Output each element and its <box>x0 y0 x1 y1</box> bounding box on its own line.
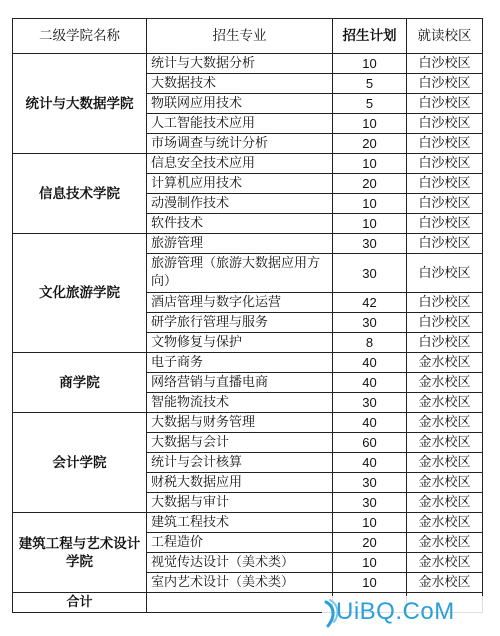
plan-count: 5 <box>333 94 407 114</box>
campus-name: 白沙校区 <box>407 134 483 154</box>
major-name: 大数据与会计 <box>147 433 333 453</box>
admissions-plan-table <box>12 18 483 613</box>
plan-count: 30 <box>333 493 407 513</box>
total-major-cell <box>147 593 333 613</box>
major-name: 电子商务 <box>147 353 333 373</box>
major-name: 视觉传达设计（美术类） <box>147 553 333 573</box>
plan-count: 10 <box>333 553 407 573</box>
plan-count: 20 <box>333 174 407 194</box>
plan-count: 10 <box>333 194 407 214</box>
plan-count: 30 <box>333 234 407 254</box>
major-name: 大数据与审计 <box>147 493 333 513</box>
college-name: 文化旅游学院 <box>13 234 147 353</box>
campus-name: 白沙校区 <box>407 174 483 194</box>
campus-name: 金水校区 <box>407 533 483 553</box>
campus-name: 白沙校区 <box>407 54 483 74</box>
campus-name: 白沙校区 <box>407 194 483 214</box>
major-name: 建筑工程技术 <box>147 513 333 533</box>
campus-name: 金水校区 <box>407 373 483 393</box>
major-name: 统计与大数据分析 <box>147 54 333 74</box>
campus-name: 金水校区 <box>407 513 483 533</box>
header-campus: 就读校区 <box>407 19 483 54</box>
table-row <box>13 154 483 174</box>
header-plan: 招生计划 <box>333 19 407 54</box>
campus-name: 白沙校区 <box>407 313 483 333</box>
plan-count: 10 <box>333 573 407 593</box>
major-name: 财税大数据应用 <box>147 473 333 493</box>
campus-name: 白沙校区 <box>407 234 483 254</box>
campus-name: 金水校区 <box>407 493 483 513</box>
major-name: 文物修复与保护 <box>147 333 333 353</box>
major-name: 计算机应用技术 <box>147 174 333 194</box>
plan-count: 8 <box>333 333 407 353</box>
campus-name: 白沙校区 <box>407 293 483 313</box>
header-major: 招生专业 <box>147 19 333 54</box>
campus-name: 白沙校区 <box>407 214 483 234</box>
plan-count: 42 <box>333 293 407 313</box>
plan-count: 10 <box>333 214 407 234</box>
table-body <box>13 54 483 593</box>
table-row <box>13 353 483 373</box>
watermark-text: UiBQ.CoM <box>336 598 455 625</box>
campus-name: 金水校区 <box>407 413 483 433</box>
table-row <box>13 413 483 433</box>
major-name: 物联网应用技术 <box>147 94 333 114</box>
header-college: 二级学院名称 <box>13 19 147 54</box>
college-name: 商学院 <box>13 353 147 413</box>
plan-count: 30 <box>333 313 407 333</box>
major-name: 大数据与财务管理 <box>147 413 333 433</box>
campus-name: 白沙校区 <box>407 254 483 293</box>
campus-name: 金水校区 <box>407 573 483 593</box>
plan-count: 30 <box>333 254 407 293</box>
campus-name: 金水校区 <box>407 473 483 493</box>
major-name: 研学旅行管理与服务 <box>147 313 333 333</box>
campus-name: 金水校区 <box>407 433 483 453</box>
major-name: 旅游管理（旅游大数据应用方向） <box>147 254 333 293</box>
campus-name: 金水校区 <box>407 353 483 373</box>
college-name: 建筑工程与艺术设计学院 <box>13 513 147 593</box>
major-name: 智能物流技术 <box>147 393 333 413</box>
campus-name: 白沙校区 <box>407 333 483 353</box>
plan-count: 30 <box>333 473 407 493</box>
plan-count: 40 <box>333 373 407 393</box>
plan-count: 10 <box>333 54 407 74</box>
major-name: 动漫制作技术 <box>147 194 333 214</box>
admissions-table-container <box>12 18 483 613</box>
major-name: 统计与会计核算 <box>147 453 333 473</box>
campus-name: 白沙校区 <box>407 154 483 174</box>
plan-count: 40 <box>333 453 407 473</box>
major-name: 工程造价 <box>147 533 333 553</box>
table-row <box>13 234 483 254</box>
major-name: 信息安全技术应用 <box>147 154 333 174</box>
major-name: 室内艺术设计（美术类） <box>147 573 333 593</box>
campus-name: 白沙校区 <box>407 94 483 114</box>
table-row <box>13 54 483 74</box>
campus-name: 金水校区 <box>407 393 483 413</box>
site-watermark <box>322 596 500 636</box>
campus-name: 白沙校区 <box>407 114 483 134</box>
major-name: 大数据技术 <box>147 74 333 94</box>
plan-count: 40 <box>333 353 407 373</box>
header-row <box>13 19 483 54</box>
college-name: 信息技术学院 <box>13 154 147 234</box>
plan-count: 40 <box>333 413 407 433</box>
campus-name: 金水校区 <box>407 553 483 573</box>
campus-name: 金水校区 <box>407 453 483 473</box>
total-label: 合计 <box>13 593 147 613</box>
table-row <box>13 513 483 533</box>
plan-count: 10 <box>333 114 407 134</box>
campus-name: 白沙校区 <box>407 74 483 94</box>
plan-count: 20 <box>333 134 407 154</box>
major-name: 软件技术 <box>147 214 333 234</box>
plan-count: 30 <box>333 393 407 413</box>
major-name: 人工智能技术应用 <box>147 114 333 134</box>
major-name: 市场调查与统计分析 <box>147 134 333 154</box>
major-name: 酒店管理与数字化运营 <box>147 293 333 313</box>
major-name: 旅游管理 <box>147 234 333 254</box>
plan-count: 10 <box>333 154 407 174</box>
college-name: 会计学院 <box>13 413 147 513</box>
plan-count: 5 <box>333 74 407 94</box>
college-name: 统计与大数据学院 <box>13 54 147 154</box>
plan-count: 10 <box>333 513 407 533</box>
major-name: 网络营销与直播电商 <box>147 373 333 393</box>
plan-count: 60 <box>333 433 407 453</box>
plan-count: 20 <box>333 533 407 553</box>
